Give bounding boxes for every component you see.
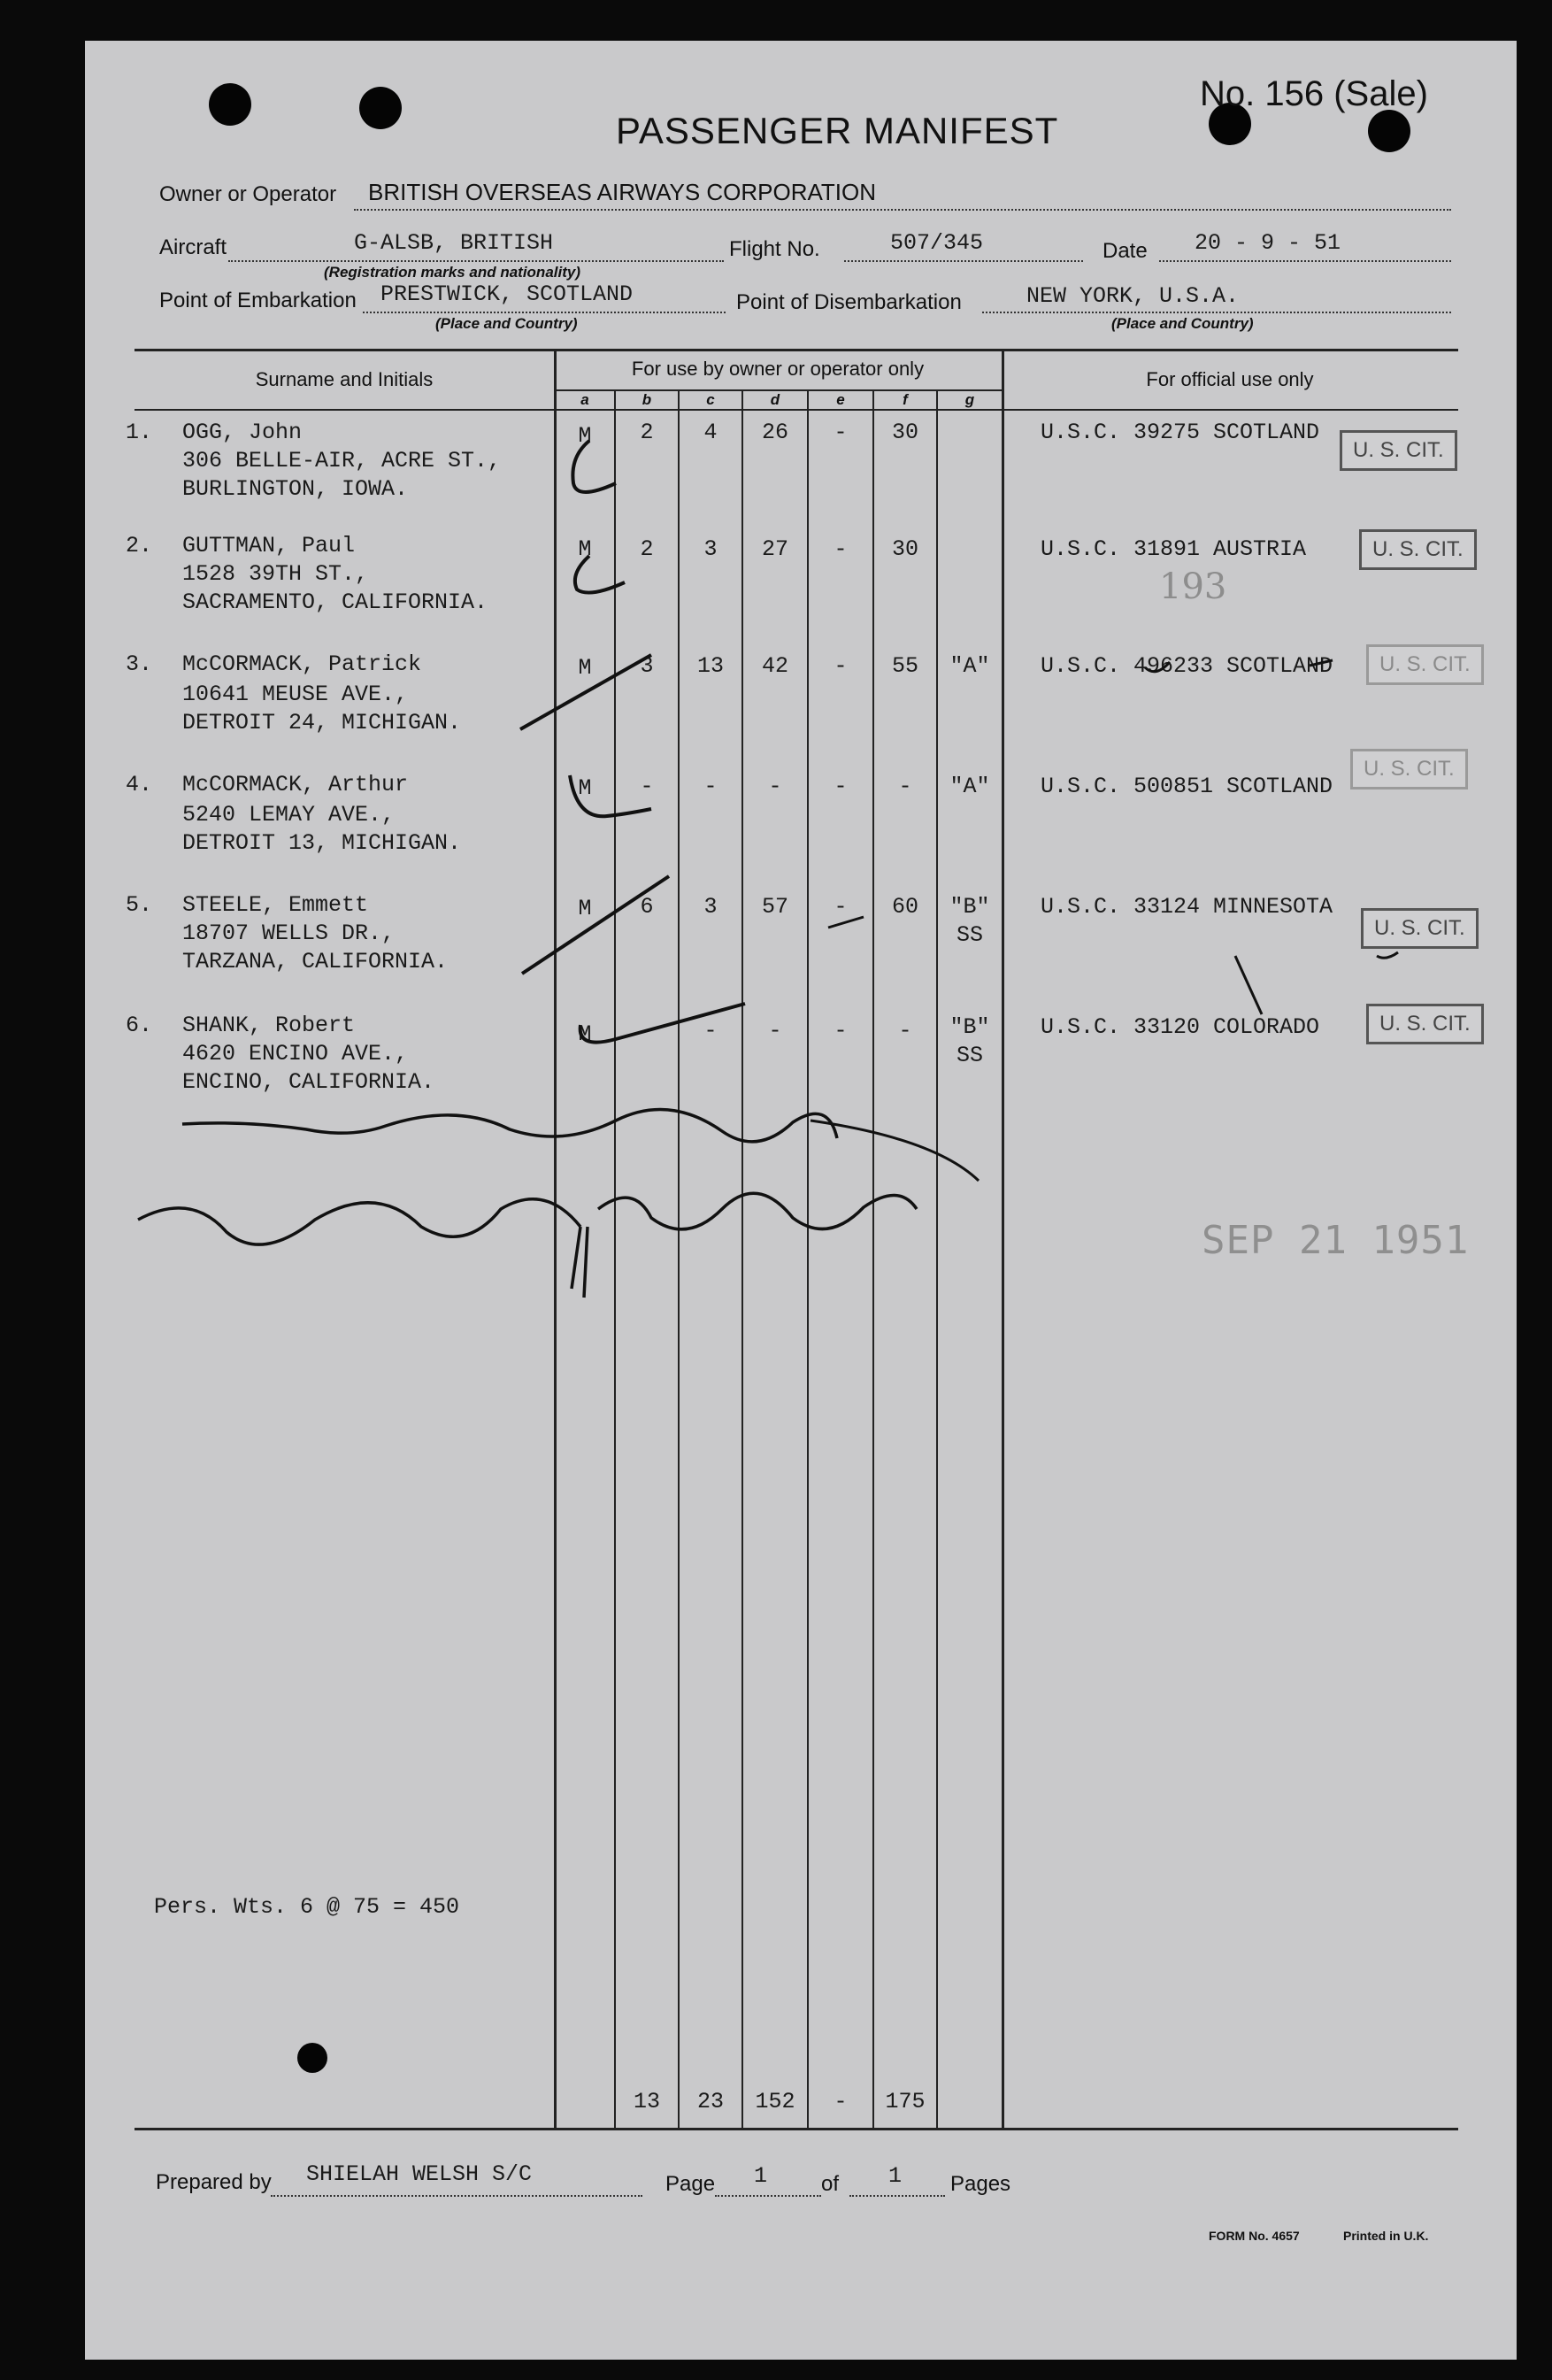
owner-label: Owner or Operator	[159, 182, 337, 206]
row-number: 6.	[126, 1013, 153, 1038]
col-f-value: -	[898, 774, 912, 799]
date-label: Date	[1103, 239, 1148, 263]
of-label: of	[821, 2172, 840, 2196]
col-g-subvalue: SS	[956, 922, 983, 948]
page-value: 1	[754, 2163, 768, 2189]
col-d-value: -	[768, 1018, 782, 1044]
disembarkation-note: (Place and Country)	[1111, 315, 1254, 332]
prepared-value: SHIELAH WELSH S/C	[306, 2161, 533, 2187]
passenger-address-1: 4620 ENCINO AVE.,	[182, 1041, 409, 1067]
col-g-value: "A"	[949, 653, 990, 679]
official-entry: U.S.C. 39275 SCOTLAND	[1041, 420, 1320, 445]
col-f-value: 30	[891, 536, 918, 562]
embarkation-note: (Place and Country)	[435, 315, 578, 332]
col-d-value: 27	[761, 536, 788, 562]
page-total: 1	[888, 2163, 903, 2189]
row-number: 4.	[126, 772, 153, 797]
us-cit-stamp: U. S. CIT.	[1359, 529, 1477, 570]
col-e-value: -	[834, 774, 848, 799]
col-c-value: 13	[696, 653, 724, 679]
col-a-value: M	[578, 1021, 592, 1047]
disembarkation-value: NEW YORK, U.S.A.	[1026, 283, 1240, 309]
header-official: For official use only	[1146, 368, 1314, 390]
col-c-value: 4	[703, 420, 718, 445]
total-d: 152	[755, 2089, 795, 2114]
punch-hole	[209, 83, 251, 126]
col-e-value: -	[834, 536, 848, 562]
official-entry: U.S.C. 31891 AUSTRIA	[1041, 536, 1307, 562]
col-c-value: 3	[703, 894, 718, 920]
col-c-header: c	[706, 391, 715, 408]
col-b-value: -	[640, 1018, 654, 1044]
col-e-value: -	[834, 894, 848, 920]
col-b-value: -	[640, 774, 654, 799]
flight-label: Flight No.	[729, 237, 820, 261]
passenger-name: STEELE, Emmett	[182, 892, 369, 918]
official-entry: U.S.C. 500851 SCOTLAND	[1041, 774, 1333, 799]
col-d-value: 57	[761, 894, 788, 920]
total-f: 175	[885, 2089, 926, 2114]
col-d-header: d	[770, 391, 780, 408]
col-g-header: g	[964, 391, 975, 408]
aircraft-note: (Registration marks and nationality)	[324, 264, 580, 281]
personal-weights: Pers. Wts. 6 @ 75 = 450	[154, 1894, 460, 1920]
col-g-value: "B"	[949, 1014, 990, 1040]
passenger-address-1: 10641 MEUSE AVE.,	[182, 682, 409, 707]
passenger-address-2: BURLINGTON, IOWA.	[182, 476, 409, 502]
passenger-name: SHANK, Robert	[182, 1013, 356, 1038]
col-e-header: e	[836, 391, 845, 408]
pages-label: Pages	[950, 2172, 1011, 2196]
table-top-rule	[134, 349, 1458, 351]
printed-in: Printed in U.K.	[1343, 2229, 1429, 2243]
col-f-header: f	[903, 391, 908, 408]
official-entry: U.S.C. 496233 SCOTLAND	[1041, 653, 1333, 679]
col-f-value: 60	[891, 894, 918, 920]
passenger-name: OGG, John	[182, 420, 303, 445]
col-c-value: -	[703, 1018, 718, 1044]
row-number: 5.	[126, 892, 153, 918]
passenger-address-2: ENCINO, CALIFORNIA.	[182, 1069, 435, 1095]
col-f-value: -	[898, 1018, 912, 1044]
col-f-value: 30	[891, 420, 918, 445]
embarkation-label: Point of Embarkation	[159, 289, 357, 312]
col-b-value: 2	[640, 536, 654, 562]
handwritten-note-1	[173, 1126, 256, 1147]
col-d-value: 42	[761, 653, 788, 679]
us-cit-stamp: U. S. CIT.	[1366, 1004, 1484, 1044]
us-cit-stamp: U. S. CIT.	[1366, 644, 1484, 685]
handwritten-note-2	[138, 1236, 254, 1257]
col-g-subvalue: SS	[956, 1043, 983, 1068]
prepared-label: Prepared by	[156, 2170, 272, 2194]
form-number: No. 156 (Sale)	[1200, 74, 1428, 113]
official-entry: U.S.C. 33124 MINNESOTA	[1041, 894, 1333, 920]
owner-value: BRITISH OVERSEAS AIRWAYS CORPORATION	[368, 179, 877, 205]
col-e-value: -	[834, 1018, 848, 1044]
us-cit-stamp: U. S. CIT.	[1350, 749, 1468, 789]
row-number: 2.	[126, 533, 153, 558]
row-number: 1.	[126, 420, 153, 445]
date-value: 20 - 9 - 51	[1195, 230, 1341, 256]
flight-value: 507/345	[890, 230, 984, 256]
total-c: 23	[696, 2089, 724, 2114]
total-b: 13	[633, 2089, 660, 2114]
table-header-rule	[134, 409, 1458, 411]
col-c-value: 3	[703, 536, 718, 562]
col-a-header: a	[580, 391, 589, 408]
passenger-address-1: 5240 LEMAY AVE.,	[182, 802, 396, 828]
col-e-value: -	[834, 653, 848, 679]
us-cit-stamp: U. S. CIT.	[1340, 430, 1457, 471]
col-b-value: 6	[640, 894, 654, 920]
passenger-address-1: 1528 39TH ST.,	[182, 561, 369, 587]
header-surname: Surname and Initials	[255, 368, 434, 390]
aircraft-label: Aircraft	[159, 235, 227, 259]
passenger-name: McCORMACK, Arthur	[182, 772, 409, 797]
header-owner-use: For use by owner or operator only	[631, 358, 925, 380]
page-number-stamp: 193	[1159, 566, 1227, 607]
col-d-value: -	[768, 774, 782, 799]
received-date-stamp: SEP 21 1951	[1202, 1218, 1470, 1263]
us-cit-stamp: U. S. CIT.	[1361, 908, 1479, 949]
official-entry: U.S.C. 33120 COLORADO	[1041, 1014, 1320, 1040]
col-a-value: M	[578, 423, 592, 449]
col-b-value: 2	[640, 420, 654, 445]
punch-hole	[359, 87, 402, 129]
passenger-address-1: 306 BELLE-AIR, ACRE ST.,	[182, 448, 502, 474]
passenger-address-2: DETROIT 13, MICHIGAN.	[182, 830, 462, 856]
col-a-value: M	[578, 655, 592, 681]
col-f-value: 55	[891, 653, 918, 679]
col-b-value: 3	[640, 653, 654, 679]
row-number: 3.	[126, 651, 153, 677]
form-footer-number: FORM No. 4657	[1209, 2229, 1300, 2243]
col-b-header: b	[642, 391, 652, 408]
embarkation-value: PRESTWICK, SCOTLAND	[380, 281, 634, 307]
table-bottom-rule	[134, 2128, 1458, 2130]
punch-hole	[1368, 110, 1410, 152]
col-a-value: M	[578, 896, 592, 921]
col-a-value: M	[578, 775, 592, 801]
punch-hole	[297, 2043, 327, 2073]
passenger-address-2: TARZANA, CALIFORNIA.	[182, 949, 449, 974]
col-a-value: M	[578, 536, 592, 562]
page-label: Page	[665, 2172, 716, 2196]
page-title: PASSENGER MANIFEST	[616, 110, 1059, 151]
manifest-sheet	[85, 41, 1517, 2360]
passenger-name: GUTTMAN, Paul	[182, 533, 356, 558]
passenger-address-2: SACRAMENTO, CALIFORNIA.	[182, 589, 488, 615]
disembarkation-label: Point of Disembarkation	[736, 290, 962, 314]
col-g-value: "A"	[949, 774, 990, 799]
passenger-address-2: DETROIT 24, MICHIGAN.	[182, 710, 462, 736]
col-e-value: -	[834, 420, 848, 445]
aircraft-value: G-ALSB, BRITISH	[354, 230, 554, 256]
passenger-name: McCORMACK, Patrick	[182, 651, 422, 677]
passenger-address-1: 18707 WELLS DR.,	[182, 920, 396, 946]
col-g-value: "B"	[949, 894, 990, 920]
total-e: -	[834, 2089, 848, 2114]
col-d-value: 26	[761, 420, 788, 445]
col-c-value: -	[703, 774, 718, 799]
